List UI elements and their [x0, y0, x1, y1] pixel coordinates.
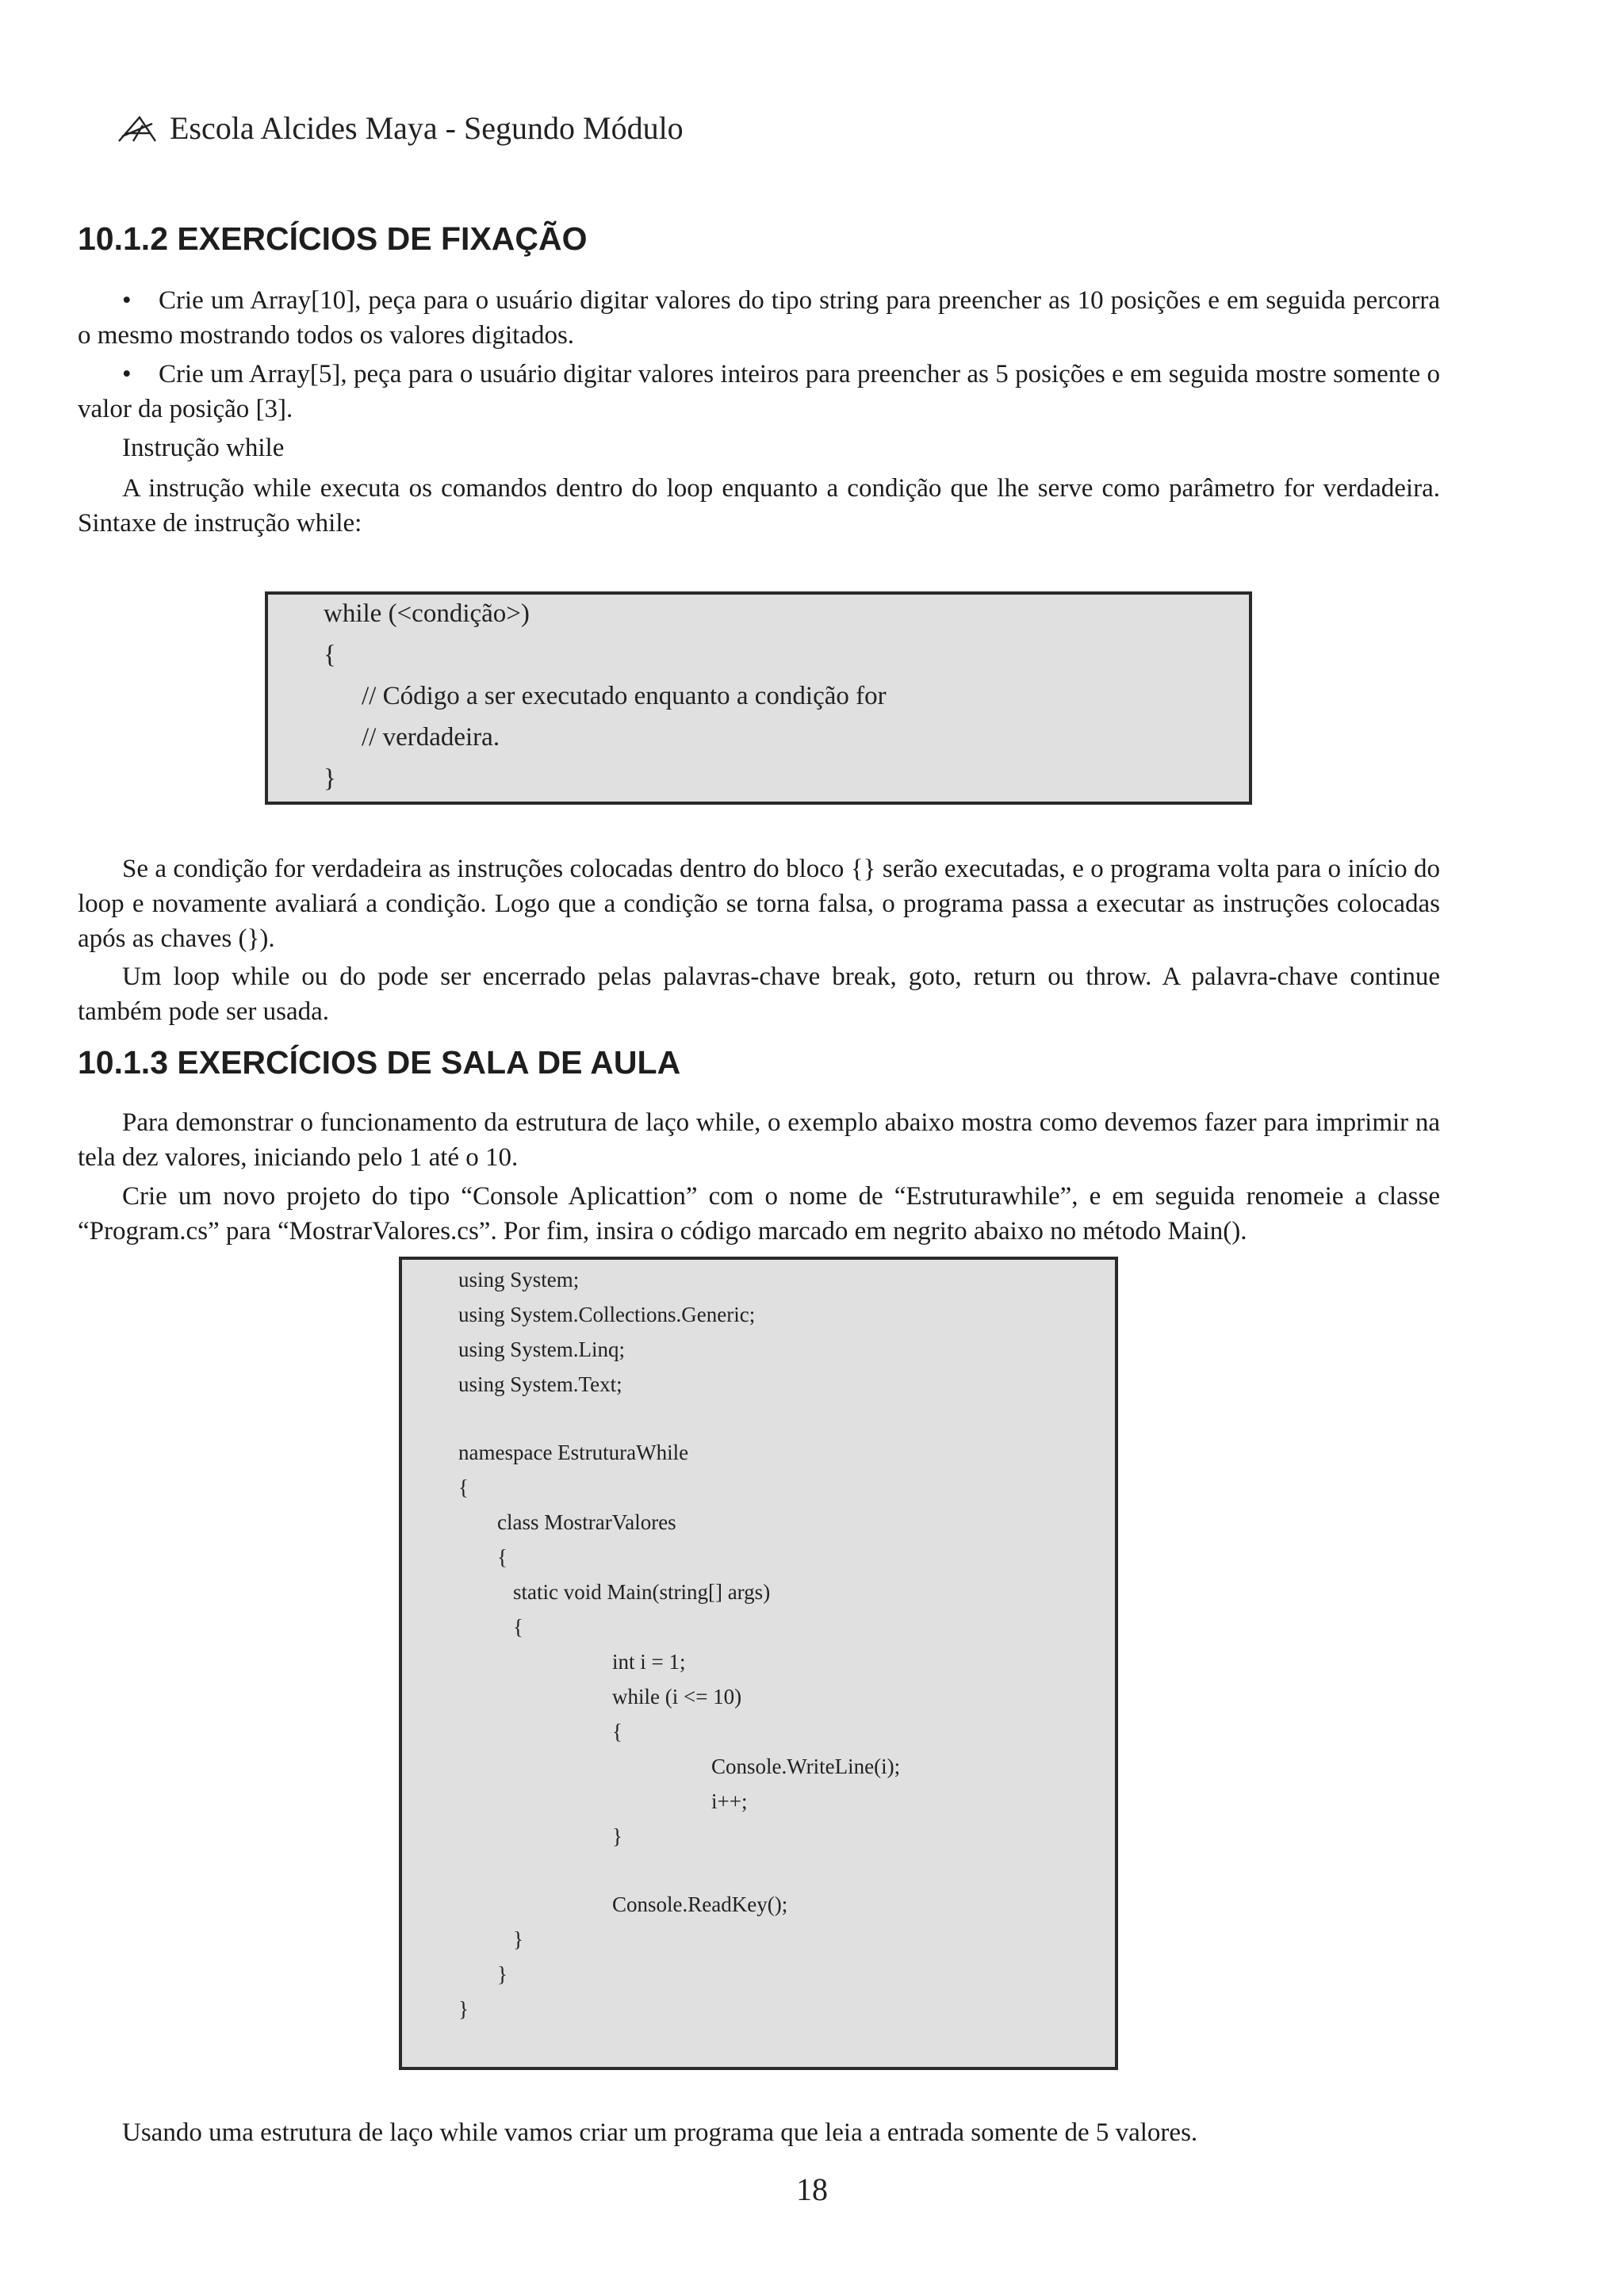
- page-number: 18: [796, 2172, 828, 2207]
- code-line: class MostrarValores: [497, 1510, 676, 1534]
- code-line: i++;: [711, 1789, 748, 1813]
- code-line: {: [497, 1545, 508, 1569]
- code-line: while (<condição>): [324, 599, 530, 628]
- code-line: using System;: [458, 1268, 580, 1292]
- subtitle-while: Instrução while: [122, 434, 285, 462]
- code-line: {: [458, 1475, 469, 1499]
- code-line: // Código a ser executado enquanto a condição for: [362, 682, 887, 710]
- bullet-1-text: Crie um Array[10], peça para o usuário digitar valores do tipo string para preencher as 10 posições e em seguida percorra o mesmo mostrando todos os valores digitados.: [78, 286, 1440, 350]
- code-line: }: [458, 1997, 469, 2021]
- example-intro: Para demonstrar o funcionamento da estrutura de laço while, o exemplo abaixo mostra como devemos fazer para imprimir na tela dez valores, iniciando pelo 1 até o 10.: [78, 1108, 1440, 1172]
- code-line: using System.Linq;: [458, 1337, 626, 1361]
- code-line: {: [612, 1720, 622, 1743]
- code-line: static void Main(string[] args): [513, 1580, 771, 1604]
- header-title: Escola Alcides Maya - Segundo Módulo: [170, 110, 684, 146]
- code-line: namespace EstruturaWhile: [458, 1441, 689, 1464]
- bullet-marker: •: [122, 360, 132, 388]
- section-heading-fixacao: 10.1.2 EXERCÍCIOS DE FIXAÇÃO: [78, 220, 588, 257]
- exercise-bullet-1: [78, 283, 1440, 353]
- code-line: using System.Collections.Generic;: [458, 1303, 756, 1326]
- code-line: Console.ReadKey();: [612, 1892, 788, 1916]
- condition-explanation: Se a condição for verdadeira as instruções colocadas dentro do bloco {} serão executadas, e o programa volta para o início do loop e novamente avaliará a condição. Logo que a condição se torna falsa, o programa passa a executar as instruções colocadas após as chaves (}).: [78, 855, 1440, 953]
- code-line: }: [513, 1927, 523, 1951]
- code-line: Console.WriteLine(i);: [711, 1755, 901, 1778]
- code-line: {: [513, 1615, 523, 1639]
- code-line: int i = 1;: [612, 1650, 686, 1674]
- code-line: while (i <= 10): [612, 1685, 742, 1709]
- section-heading-sala-de-aula: 10.1.3 EXERCÍCIOS DE SALA DE AULA: [78, 1044, 681, 1081]
- code-line: }: [324, 764, 336, 793]
- while-description: A instrução while executa os comandos dentro do loop enquanto a condição que lhe serve como parâmetro for verdadeira. Sintaxe de instrução while:: [78, 474, 1440, 538]
- closing-paragraph: Usando uma estrutura de laço while vamos criar um programa que leia a entrada somente de 5 valores.: [122, 2118, 1198, 2147]
- school-logo-icon: [116, 113, 159, 144]
- code-line: {: [324, 641, 336, 669]
- code-line: }: [612, 1824, 622, 1848]
- code-line: }: [497, 1962, 508, 1986]
- example-code-box: [399, 1257, 1118, 2070]
- bullet-2-text: Crie um Array[5], peça para o usuário digitar valores inteiros para preencher as 5 posições e em seguida mostre somente o valor da posição [3].: [78, 360, 1440, 423]
- code-line: using System.Text;: [458, 1372, 622, 1396]
- code-line: // verdadeira.: [362, 723, 500, 752]
- syntax-code-box: [265, 591, 1252, 805]
- exercise-bullet-2: [78, 357, 1440, 427]
- project-instructions: Crie um novo projeto do tipo “Console Aplicattion” com o nome de “Estruturawhile”, e em seguida renomeie a classe “Program.cs” para “MostrarValores.cs”. Por fim, insira o código marcado em negrito abaixo no método Main().: [78, 1182, 1440, 1246]
- bullet-marker: •: [122, 286, 132, 315]
- loop-termination-text: Um loop while ou do pode ser encerrado pelas palavras-chave break, goto, return ou throw. A palavra-chave continue também pode ser usada.: [78, 962, 1440, 1026]
- page-header: [116, 109, 684, 147]
